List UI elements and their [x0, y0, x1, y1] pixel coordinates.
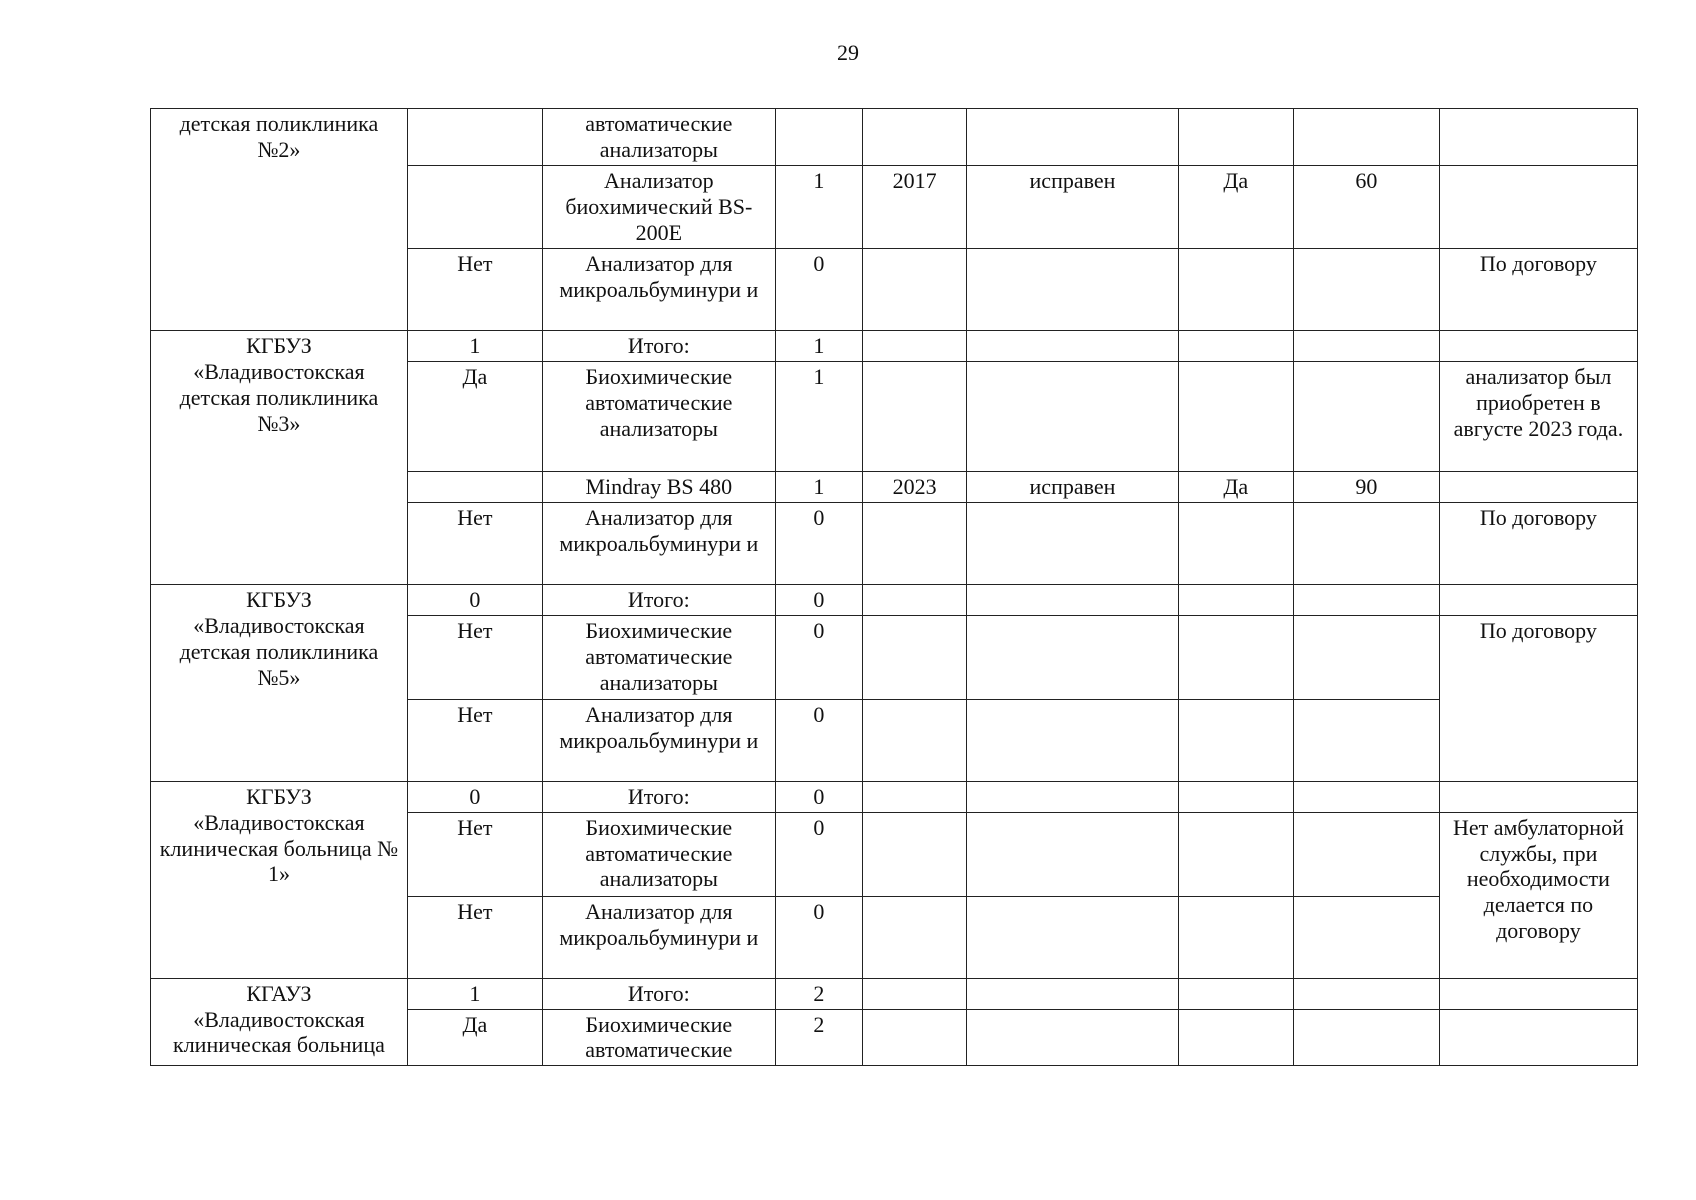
year-cell — [862, 615, 967, 699]
table-row — [151, 584, 1638, 615]
value-cell — [1293, 584, 1439, 615]
note-cell: Нет амбулаторной службы, при необходимости делается по договору — [1439, 812, 1637, 978]
flag-cell — [1178, 699, 1293, 781]
flag-cell — [1178, 978, 1293, 1009]
quantity-cell: 0 — [775, 615, 862, 699]
quantity-cell: 1 — [775, 165, 862, 248]
equipment-name-cell: Биохимические автоматические анализаторы — [542, 361, 775, 471]
year-cell — [862, 896, 967, 978]
year-cell: 2023 — [862, 471, 967, 502]
value-cell — [1293, 109, 1439, 166]
condition-cell — [967, 781, 1178, 812]
note-cell — [1439, 471, 1637, 502]
flag-cell: Да — [1178, 165, 1293, 248]
org-cell: КГБУЗ «Владивостокская детская поликлиника №5» — [151, 584, 408, 781]
availability-cell: Нет — [407, 248, 542, 330]
quantity-cell: 1 — [775, 330, 862, 361]
note-cell — [1439, 978, 1637, 1009]
quantity-cell — [775, 109, 862, 166]
year-cell — [862, 502, 967, 584]
availability-cell: Нет — [407, 502, 542, 584]
year-cell — [862, 812, 967, 896]
value-cell — [1293, 330, 1439, 361]
year-cell — [862, 584, 967, 615]
condition-cell — [967, 896, 1178, 978]
value-cell — [1293, 812, 1439, 896]
value-cell — [1293, 978, 1439, 1009]
availability-cell: 0 — [407, 584, 542, 615]
equipment-name-cell: Анализатор для микроальбуминури и — [542, 502, 775, 584]
availability-cell: Да — [407, 1009, 542, 1066]
flag-cell — [1178, 502, 1293, 584]
availability-cell — [407, 165, 542, 248]
note-cell — [1439, 781, 1637, 812]
availability-cell: 0 — [407, 781, 542, 812]
value-cell: 60 — [1293, 165, 1439, 248]
quantity-cell: 0 — [775, 584, 862, 615]
value-cell — [1293, 361, 1439, 471]
value-cell — [1293, 699, 1439, 781]
year-cell — [862, 699, 967, 781]
note-cell: По договору — [1439, 248, 1637, 330]
equipment-name-cell: Анализатор для микроальбуминури и — [542, 896, 775, 978]
flag-cell — [1178, 248, 1293, 330]
condition-cell — [967, 1009, 1178, 1066]
flag-cell — [1178, 1009, 1293, 1066]
flag-cell — [1178, 896, 1293, 978]
quantity-cell: 0 — [775, 896, 862, 978]
condition-cell — [967, 584, 1178, 615]
table-row — [151, 781, 1638, 812]
condition-cell — [967, 361, 1178, 471]
equipment-name-cell: автоматические анализаторы — [542, 109, 775, 166]
note-cell: По договору — [1439, 615, 1637, 781]
value-cell — [1293, 896, 1439, 978]
availability-cell: Нет — [407, 615, 542, 699]
equipment-name-cell: Итого: — [542, 978, 775, 1009]
value-cell — [1293, 502, 1439, 584]
condition-cell — [967, 615, 1178, 699]
table-row — [151, 330, 1638, 361]
value-cell — [1293, 248, 1439, 330]
flag-cell — [1178, 361, 1293, 471]
equipment-name-cell: Итого: — [542, 330, 775, 361]
note-cell: По договору — [1439, 502, 1637, 584]
table-row — [151, 109, 1638, 166]
condition-cell — [967, 699, 1178, 781]
note-cell — [1439, 165, 1637, 248]
equipment-table — [150, 108, 1638, 1066]
condition-cell — [967, 248, 1178, 330]
condition-cell — [967, 109, 1178, 166]
org-cell: КГАУЗ «Владивостокская клиническая больница — [151, 978, 408, 1066]
note-cell — [1439, 1009, 1637, 1066]
flag-cell: Да — [1178, 471, 1293, 502]
table-row — [151, 978, 1638, 1009]
availability-cell — [407, 471, 542, 502]
availability-cell: Да — [407, 361, 542, 471]
quantity-cell: 0 — [775, 781, 862, 812]
year-cell — [862, 248, 967, 330]
condition-cell: исправен — [967, 471, 1178, 502]
quantity-cell: 1 — [775, 471, 862, 502]
equipment-name-cell: Mindray BS 480 — [542, 471, 775, 502]
org-cell: КГБУЗ «Владивостокская клиническая больница № 1» — [151, 781, 408, 978]
condition-cell — [967, 502, 1178, 584]
availability-cell: 1 — [407, 330, 542, 361]
availability-cell: Нет — [407, 896, 542, 978]
page-number: 29 — [837, 40, 859, 65]
equipment-name-cell: Итого: — [542, 781, 775, 812]
quantity-cell: 1 — [775, 361, 862, 471]
flag-cell — [1178, 781, 1293, 812]
year-cell: 2017 — [862, 165, 967, 248]
quantity-cell: 0 — [775, 248, 862, 330]
condition-cell: исправен — [967, 165, 1178, 248]
year-cell — [862, 978, 967, 1009]
equipment-name-cell: Биохимические автоматические анализаторы — [542, 615, 775, 699]
value-cell: 90 — [1293, 471, 1439, 502]
note-cell — [1439, 330, 1637, 361]
equipment-name-cell: Биохимические автоматические — [542, 1009, 775, 1066]
note-cell — [1439, 584, 1637, 615]
flag-cell — [1178, 615, 1293, 699]
year-cell — [862, 330, 967, 361]
quantity-cell: 0 — [775, 812, 862, 896]
flag-cell — [1178, 584, 1293, 615]
note-cell: анализатор был приобретен в августе 2023 года. — [1439, 361, 1637, 471]
flag-cell — [1178, 330, 1293, 361]
quantity-cell: 0 — [775, 699, 862, 781]
equipment-name-cell: Итого: — [542, 584, 775, 615]
equipment-name-cell: Анализатор биохимический BS-200E — [542, 165, 775, 248]
availability-cell: Нет — [407, 699, 542, 781]
org-cell: КГБУЗ «Владивостокская детская поликлиника №3» — [151, 330, 408, 584]
availability-cell — [407, 109, 542, 166]
note-cell — [1439, 109, 1637, 166]
year-cell — [862, 361, 967, 471]
year-cell — [862, 109, 967, 166]
flag-cell — [1178, 109, 1293, 166]
org-cell: детская поликлиника №2» — [151, 109, 408, 331]
equipment-name-cell: Анализатор для микроальбуминури и — [542, 699, 775, 781]
equipment-name-cell: Биохимические автоматические анализаторы — [542, 812, 775, 896]
equipment-name-cell: Анализатор для микроальбуминури и — [542, 248, 775, 330]
availability-cell: Нет — [407, 812, 542, 896]
value-cell — [1293, 1009, 1439, 1066]
condition-cell — [967, 812, 1178, 896]
quantity-cell: 0 — [775, 502, 862, 584]
value-cell — [1293, 781, 1439, 812]
condition-cell — [967, 330, 1178, 361]
year-cell — [862, 781, 967, 812]
quantity-cell: 2 — [775, 1009, 862, 1066]
flag-cell — [1178, 812, 1293, 896]
year-cell — [862, 1009, 967, 1066]
availability-cell: 1 — [407, 978, 542, 1009]
quantity-cell: 2 — [775, 978, 862, 1009]
value-cell — [1293, 615, 1439, 699]
condition-cell — [967, 978, 1178, 1009]
